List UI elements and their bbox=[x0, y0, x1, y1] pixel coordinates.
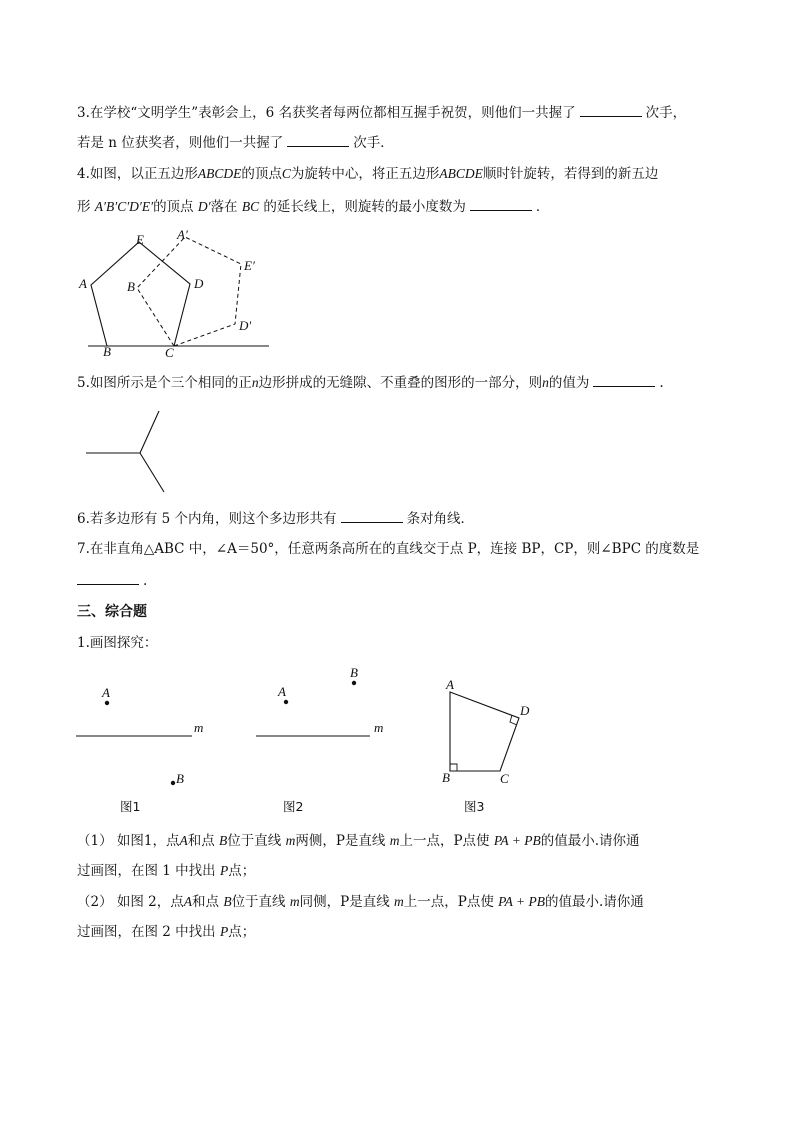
q7-text-a: 7.在非直角△ABC 中，∠A＝50°，任意两条高所在的直线交于点 P，连接 BP，CP，则∠BPC 的度数是 bbox=[77, 541, 700, 557]
q3-text-2: 若是 n 位获奖者，则他们一共握了 bbox=[77, 135, 284, 151]
p1-part1-text-b: 和点 bbox=[187, 833, 215, 849]
p1-part2-text-a: （2） 如图 2，点 bbox=[77, 894, 184, 910]
p1-part2-point-b: B bbox=[223, 894, 232, 909]
q7-line-2 bbox=[77, 571, 147, 590]
p1-part1-line-m-2: m bbox=[389, 833, 400, 848]
q4-vertex-c: C bbox=[281, 166, 291, 181]
p1-part1-text-a: （1） 如图1，点 bbox=[77, 833, 180, 849]
p1-part2-line-m: m bbox=[289, 894, 300, 909]
q4-new-pentagon-label: A′B′C′D′E′ bbox=[94, 199, 154, 214]
q5-edge-up bbox=[140, 411, 159, 453]
q3-answer-blank-1[interactable] bbox=[580, 103, 642, 117]
fig2-point-b bbox=[352, 681, 356, 685]
p1-part2-text-b: 和点 bbox=[192, 894, 220, 910]
q6-answer-blank[interactable] bbox=[341, 509, 403, 523]
q4-line-1 bbox=[77, 165, 658, 183]
q4-text-h: 的延长线上，则旋转的最小度数为 bbox=[263, 199, 466, 215]
label-a-prime: A′ bbox=[177, 227, 188, 242]
p1-part1-text-d: 两侧，P是直线 bbox=[295, 833, 386, 849]
q5-text-a: 5.如图所示是个三个相同的正 bbox=[77, 375, 252, 391]
q6-line bbox=[77, 509, 474, 528]
fig2-label-m: m bbox=[374, 720, 384, 735]
p1-part1-point-a: A bbox=[179, 833, 188, 848]
q3-text: 3.在学校“文明学生”表彰会上，6 名获奖者每两位都相互握手祝贺，则他们一共握了 bbox=[77, 105, 576, 121]
q4-text-a: 4.如图，以正五边形 bbox=[77, 166, 198, 182]
q4-text-g: 落在 bbox=[210, 199, 238, 215]
p1-part2-text-h: 点； bbox=[228, 924, 256, 940]
label-d-prime: D′ bbox=[239, 318, 252, 333]
fig1-label-a: A bbox=[102, 685, 110, 700]
fig1-label-b: B bbox=[176, 771, 184, 786]
p1-part1-line-1 bbox=[77, 832, 640, 850]
label-a: A bbox=[79, 276, 87, 291]
q4-text-b: 的顶点 bbox=[241, 166, 282, 182]
fig3-caption: 图3 bbox=[464, 799, 485, 814]
p1-title: 1.画图探究： bbox=[77, 635, 158, 651]
q4-text-end: ． bbox=[535, 199, 550, 215]
p1-part1-text-c: 位于直线 bbox=[227, 833, 282, 849]
q4-text-e: 形 bbox=[77, 199, 91, 215]
p1-part1-text-h: 点； bbox=[228, 863, 256, 879]
p1-part1-point-p: P bbox=[219, 863, 229, 878]
q4-vertex-d: D′ bbox=[197, 199, 211, 214]
q3-answer-blank-2[interactable] bbox=[287, 133, 349, 147]
label-c: C bbox=[165, 345, 174, 360]
p1-part1-expression: PA + PB bbox=[493, 833, 541, 848]
q4-pentagon-label-2: ABCDE bbox=[439, 166, 483, 181]
figure-2 bbox=[256, 665, 383, 814]
q5-text-c: 的值为 bbox=[548, 375, 590, 391]
fig3-label-d: D bbox=[520, 703, 530, 718]
q4-text-f: 的顶点 bbox=[153, 199, 194, 215]
q3-text-end: 次手， bbox=[645, 105, 687, 121]
q3-line-1 bbox=[77, 103, 686, 122]
label-b: B bbox=[103, 344, 111, 359]
q7-text-b: . bbox=[143, 573, 148, 589]
q5-figure bbox=[80, 405, 170, 497]
p1-part1-text-g: 过画图，在图 1 中找出 bbox=[77, 863, 216, 879]
p1-part2-point-p: P bbox=[219, 924, 229, 939]
fig2-label-a: A bbox=[278, 684, 286, 699]
q4-pentagon-label: ABCDE bbox=[197, 166, 242, 181]
p1-part1-text-f: 的值最小.请你通 bbox=[540, 833, 640, 849]
p1-part1-line-2 bbox=[77, 862, 255, 880]
q5-n: n bbox=[251, 375, 259, 390]
p1-part2-text-c: 位于直线 bbox=[231, 894, 286, 910]
q5-answer-blank[interactable] bbox=[593, 373, 655, 387]
q3-text-2-end: 次手． bbox=[353, 135, 394, 151]
fig1-point-a bbox=[105, 701, 109, 705]
q4-line-2 bbox=[77, 197, 549, 216]
figure-3 bbox=[442, 677, 530, 814]
p1-part1-line-m: m bbox=[285, 833, 296, 848]
p1-part2-text-e: 上一点，P点使 bbox=[403, 894, 494, 910]
q4-text-d: 顺时针旋转，若得到的新五边 bbox=[482, 166, 659, 182]
fig3-label-c: C bbox=[500, 771, 509, 786]
q6-text-b: 条对角线． bbox=[406, 511, 475, 527]
p1-part2-line-1 bbox=[77, 893, 644, 911]
fig1-label-m: m bbox=[194, 720, 204, 735]
label-b-prime: B bbox=[127, 279, 135, 294]
q5-text-b: 边形拼成的无缝隙、不重叠的图形的一部分，则 bbox=[258, 375, 543, 391]
q5-edge-down bbox=[140, 453, 164, 492]
p1-part1-point-b: B bbox=[219, 833, 228, 848]
q7-line-1 bbox=[77, 540, 699, 558]
p1-part1-text-e: 上一点，P点使 bbox=[399, 833, 490, 849]
p1-part2-text-g: 过画图，在图 2 中找出 bbox=[77, 924, 216, 940]
p1-part2-expression: PA + PB bbox=[498, 894, 546, 909]
fig3-quadrilateral bbox=[450, 692, 519, 771]
pentagon-abcde bbox=[91, 242, 190, 346]
q7-answer-blank[interactable] bbox=[77, 571, 139, 585]
fig3-right-angle-b bbox=[450, 764, 457, 771]
fig2-caption: 图2 bbox=[283, 799, 304, 814]
q4-text-c: 为旋转中心，将正五边形 bbox=[290, 166, 440, 182]
p1-part2-text-d: 同侧，P是直线 bbox=[299, 894, 390, 910]
figure-1 bbox=[76, 685, 203, 814]
fig1-caption: 图1 bbox=[120, 799, 141, 814]
q4-answer-blank[interactable] bbox=[470, 197, 532, 211]
q4-segment-bc: BC bbox=[241, 199, 260, 214]
q5-n-2: n bbox=[542, 375, 549, 390]
fig1-point-b bbox=[171, 781, 175, 785]
label-e: E bbox=[136, 232, 144, 247]
q6-text-a: 6.若多边形有 5 个内角，则这个多边形共有 bbox=[77, 511, 337, 527]
q4-pentagon-figure bbox=[70, 222, 280, 362]
fig3-label-a: A bbox=[446, 677, 454, 692]
fig3-label-b: B bbox=[442, 770, 450, 785]
q5-line bbox=[77, 373, 664, 392]
p1-part2-line-2 bbox=[77, 923, 255, 941]
section-3-heading: 三、综合题 bbox=[77, 604, 147, 620]
fig2-label-b: B bbox=[350, 665, 358, 680]
q5-text-d: . bbox=[659, 375, 664, 391]
p1-part2-point-a: A bbox=[183, 894, 193, 909]
q3-line-2 bbox=[77, 133, 394, 152]
label-e-prime: E′ bbox=[244, 258, 255, 273]
label-d: D bbox=[194, 276, 204, 291]
fig2-point-a bbox=[284, 700, 288, 704]
p1-figures bbox=[70, 660, 550, 820]
p1-part2-line-m-2: m bbox=[394, 894, 404, 909]
p1-part2-text-f: 的值最小.请你通 bbox=[545, 894, 644, 910]
